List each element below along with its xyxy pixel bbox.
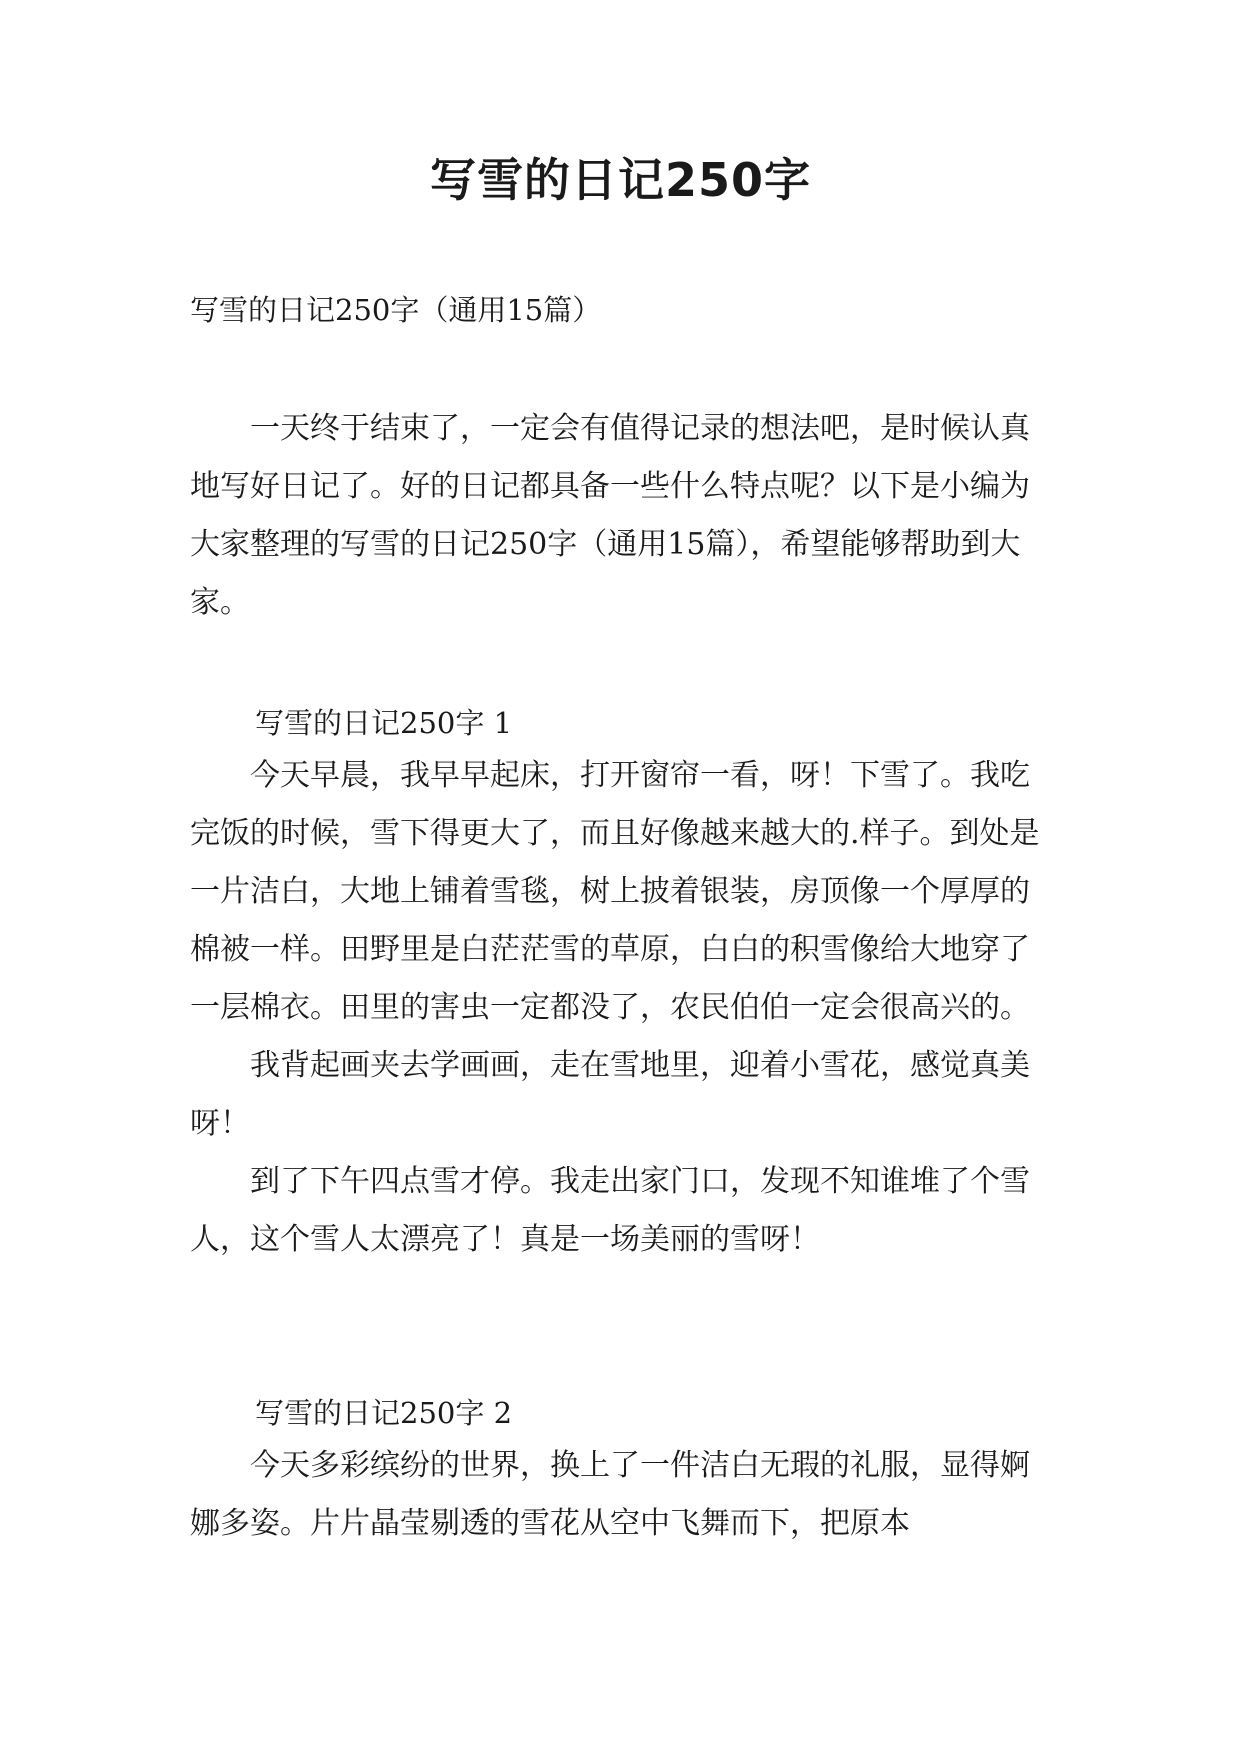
- section-2-paragraph-1: 今天多彩缤纷的世界，换上了一件洁白无瑕的礼服，显得婀娜多姿。片片晶莹剔透的雪花从空中飞舞而下，把原本: [190, 1448, 1030, 1541]
- section-1-paragraph-2: 我背起画夹去学画画，走在雪地里，迎着小雪花，感觉真美呀！: [190, 1048, 1030, 1141]
- section-1-paragraph-1: 今天早晨，我早早起床，打开窗帘一看，呀！下雪了。我吃完饭的时候，雪下得更大了，而且好像越来越大的.样子。到处是一片洁白，大地上铺着雪毯，树上披着银装，房顶像一个厚厚的棉被一样。田野里是白茫茫雪的草原，白白的积雪像给大地穿了一层棉衣。田里的害虫一定都没了，农民伯伯一定会很高兴的。: [190, 758, 1040, 1025]
- document-title: 写雪的日记250字: [429, 153, 812, 207]
- document-subtitle: 写雪的日记250字（通用15篇）: [190, 293, 602, 327]
- intro-block: [190, 400, 1050, 632]
- section-body-1: [190, 747, 1050, 1269]
- intro-paragraph: 一天终于结束了，一定会有值得记录的想法吧，是时候认真地写好日记了。好的日记都具备一些什么特点呢？以下是小编为大家整理的写雪的日记250字（通用15篇），希望能够帮助到大家。: [190, 411, 1030, 620]
- section-1-paragraph-3: 到了下午四点雪才停。我走出家门口，发现不知谁堆了个雪人，这个雪人太漂亮了！真是一场美丽的雪呀！: [190, 1164, 1030, 1257]
- section-body-2: [190, 1437, 1050, 1553]
- section-heading-1: 写雪的日记250字 1: [255, 706, 513, 740]
- section-heading-2: 写雪的日记250字 2: [255, 1396, 513, 1430]
